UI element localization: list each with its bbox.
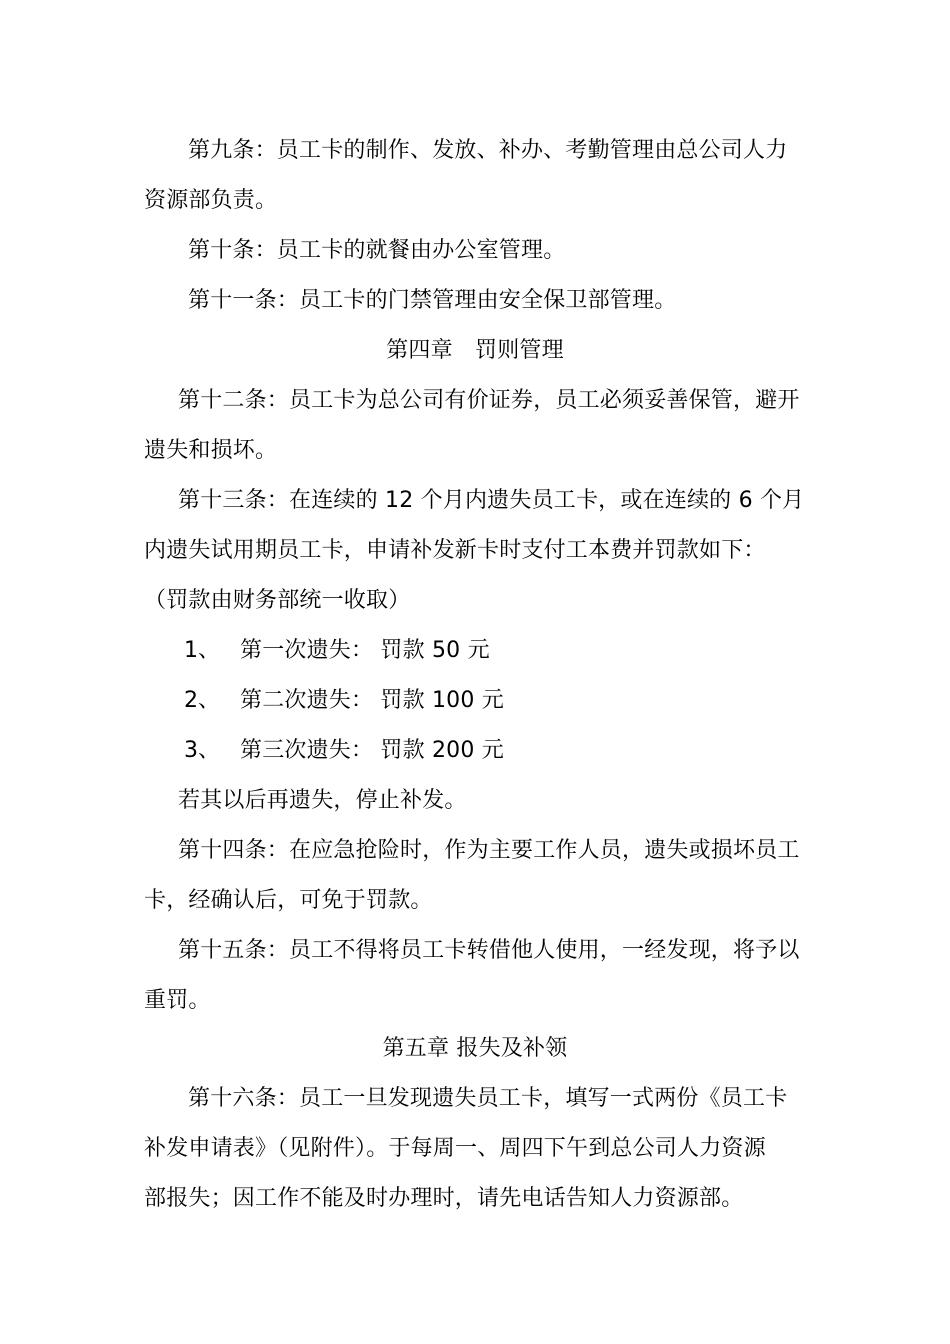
penalty-1-number: 1、 <box>184 638 220 663</box>
penalty-1-text: 第一次遗失： 罚款 50 元 <box>240 638 490 663</box>
article-13-line-1: 第十三条：在连续的 12 个月内遗失员工卡，或在连续的 6 个月 <box>178 488 805 513</box>
article-13-line-3: （罚款由财务部统一收取） <box>144 588 411 613</box>
article-16-line-1: 第十六条：员工一旦发现遗失员工卡，填写一式两份《员工卡 <box>188 1086 788 1111</box>
article-12-line-1: 第十二条：员工卡为总公司有价证券，员工必须妥善保管，避开 <box>178 388 800 413</box>
chapter-5-title: 第五章 报失及补领 <box>382 1036 568 1061</box>
article-10: 第十条：员工卡的就餐由办公室管理。 <box>188 238 566 263</box>
chapter-4-title: 第四章 罚则管理 <box>386 338 564 363</box>
article-11: 第十一条：员工卡的门禁管理由安全保卫部管理。 <box>188 288 677 313</box>
article-15-line-2: 重罚。 <box>144 988 211 1013</box>
article-12-line-2: 遗失和损坏。 <box>144 438 278 463</box>
article-9-line-2: 资源部负责。 <box>144 188 278 213</box>
penalty-3-text: 第三次遗失： 罚款 200 元 <box>240 738 504 763</box>
article-16-line-2: 补发申请表》（见附件）。于每周一、周四下午到总公司人力资源 <box>144 1136 766 1161</box>
penalty-2-number: 2、 <box>184 688 220 713</box>
after-penalties-note: 若其以后再遗失，停止补发。 <box>178 788 467 813</box>
article-14-line-1: 第十四条：在应急抢险时，作为主要工作人员，遗失或损坏员工 <box>178 838 800 863</box>
penalty-3-number: 3、 <box>184 738 220 763</box>
article-9-line-1: 第九条：员工卡的制作、发放、补办、考勤管理由总公司人力 <box>188 138 788 163</box>
article-14-line-2: 卡，经确认后，可免于罚款。 <box>144 888 433 913</box>
penalty-2-text: 第二次遗失： 罚款 100 元 <box>240 688 504 713</box>
article-13-line-2: 内遗失试用期员工卡，申请补发新卡时支付工本费并罚款如下： <box>144 538 766 563</box>
article-15-line-1: 第十五条：员工不得将员工卡转借他人使用，一经发现，将予以 <box>178 938 800 963</box>
article-16-line-3: 部报失；因工作不能及时办理时，请先电话告知人力资源部。 <box>144 1186 744 1211</box>
